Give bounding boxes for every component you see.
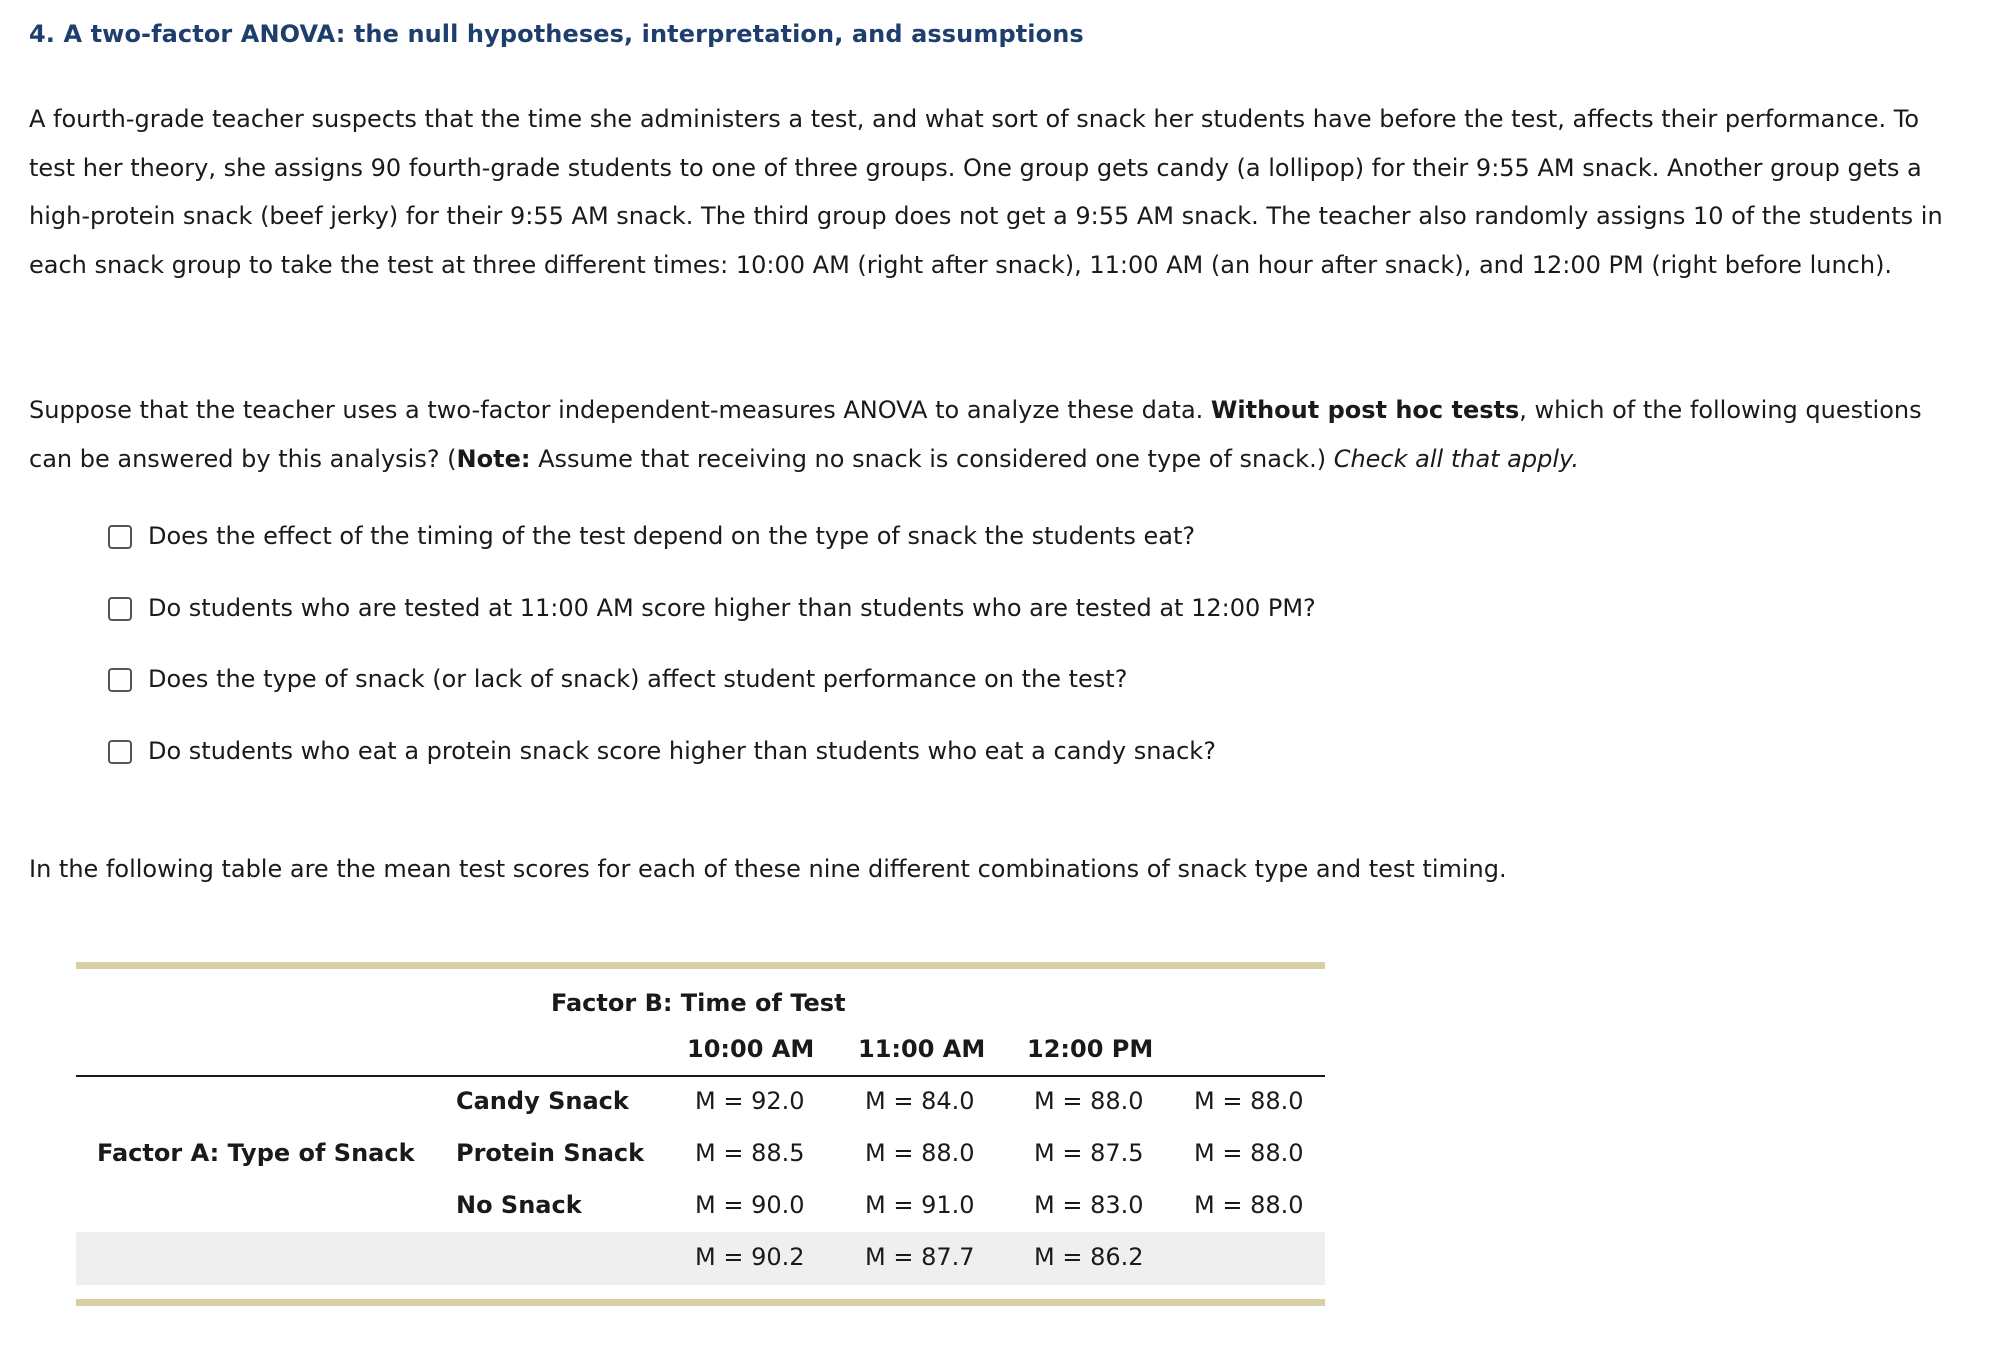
answer-choices [108,512,1316,798]
row-mean: M = 88.0 [1194,1087,1304,1115]
choice-option[interactable] [108,727,1316,799]
row-mean: M = 88.0 [1194,1139,1304,1167]
checkbox[interactable] [108,740,132,764]
cell-mean: M = 88.0 [865,1139,975,1167]
choice-label: Does the effect of the timing of the test depend on the type of snack the students eat? [148,522,1196,550]
factor-a-label: Factor A: Type of Snack [97,1139,415,1167]
time-header: 12:00 PM [1027,1035,1154,1063]
checkbox[interactable] [108,597,132,621]
cell-mean: M = 84.0 [865,1087,975,1115]
row-label: Protein Snack [456,1139,645,1167]
time-header: 10:00 AM [687,1035,815,1063]
means-table [76,962,1325,1312]
choice-label: Do students who are tested at 11:00 AM score higher than students who are tested at 12:00 PM? [148,593,1316,622]
row-label: Candy Snack [456,1087,629,1115]
table-intro: In the following table are the mean test scores for each of these nine different combinations of snack type and test timing. [29,855,1507,883]
time-header: 11:00 AM [858,1035,986,1063]
choice-option[interactable] [108,584,1316,656]
cell-mean: M = 91.0 [865,1191,975,1219]
row-label: No Snack [456,1191,582,1219]
question-prompt: Suppose that the teacher uses a two-factor independent-measures ANOVA to analyze these data. Without post hoc tests, which of the following questions can be answered by this analysis? (Note: Assume that receiving no snack is considered one type of snack.) Check all that apply. [29,396,1922,473]
checkbox[interactable] [108,525,132,549]
cell-mean: M = 88.5 [695,1139,805,1167]
checkbox[interactable] [108,668,132,692]
cell-mean: M = 92.0 [695,1087,805,1115]
factor-b-label: Factor B: Time of Test [551,989,846,1017]
choice-label: Does the type of snack (or lack of snack) affect student performance on the test? [148,665,1128,693]
cell-mean: M = 88.0 [1034,1087,1144,1115]
header-rule [76,1075,1325,1077]
column-mean: M = 90.2 [695,1243,805,1271]
table-bottom-border [76,1299,1325,1306]
cell-mean: M = 90.0 [695,1191,805,1219]
choice-option[interactable] [108,655,1316,727]
cell-mean: M = 83.0 [1034,1191,1144,1219]
table-top-border [76,962,1325,969]
scenario-paragraph: A fourth-grade teacher suspects that the time she administers a test, and what sort of snack her students have before the test, affects their performance. To test her theory, she assigns 90 fourth-grade students to one of three groups. One group gets candy (a lollipop) for their 9:55 AM snack. Another group gets a high-protein snack (beef jerky) for their 9:55 AM snack. The third group does not get a 9:55 AM snack. The teacher also randomly assigns 10 of the students in each snack group to take the test at three different times: 10:00 AM (right after snack), 11:00 AM (an hour after snack), and 12:00 PM (right before lunch). [29,105,1943,279]
choice-option[interactable] [108,512,1316,584]
column-mean: M = 86.2 [1034,1243,1144,1271]
column-mean: M = 87.7 [865,1243,975,1271]
row-mean: M = 88.0 [1194,1191,1304,1219]
cell-mean: M = 87.5 [1034,1139,1144,1167]
question-heading: 4. A two-factor ANOVA: the null hypotheses, interpretation, and assumptions [29,20,1084,48]
choice-label: Do students who eat a protein snack score higher than students who eat a candy snack? [148,736,1216,765]
